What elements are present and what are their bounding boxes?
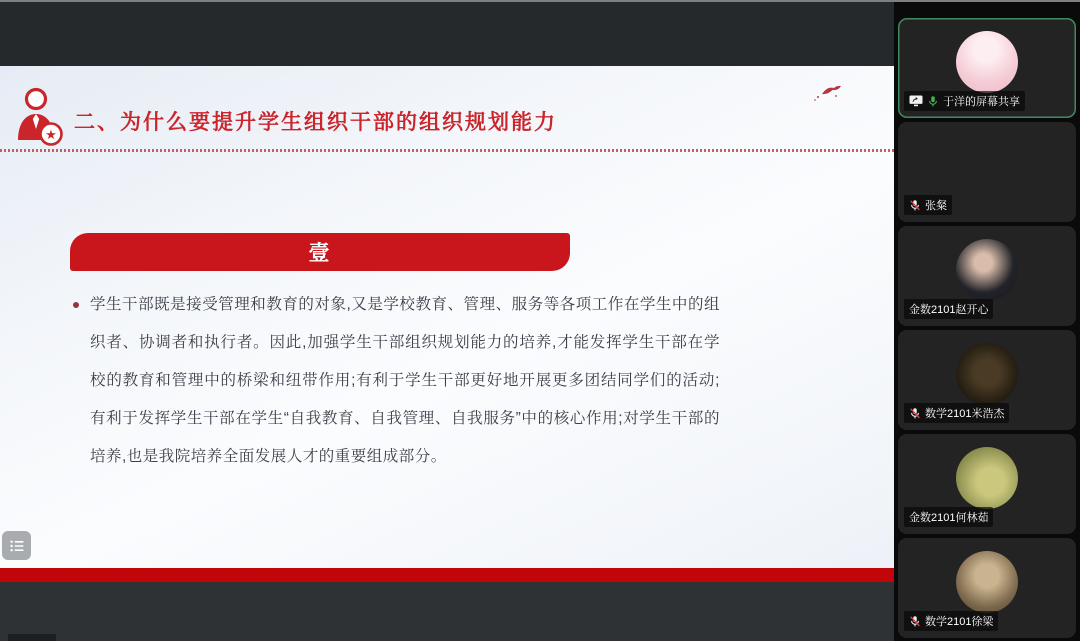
title-divider-dotted-line — [0, 149, 894, 152]
svg-text:★: ★ — [45, 127, 57, 142]
presentation-slide — [0, 66, 894, 582]
participant-tile-mihaojie[interactable] — [898, 330, 1076, 430]
participant-tile-zhaokaixin[interactable] — [898, 226, 1076, 326]
mic-muted-icon — [909, 615, 921, 628]
participant-tile-helinru[interactable] — [898, 434, 1076, 534]
screen-share-icon — [909, 95, 923, 107]
annotation-list-toggle-button[interactable] — [2, 531, 31, 560]
bullet-point — [73, 302, 79, 308]
participant-name-tag — [904, 91, 1025, 111]
slide-top-dark-bar — [0, 0, 894, 66]
slide-body — [70, 286, 720, 476]
participant-name-tag — [904, 507, 993, 527]
mic-on-icon — [927, 95, 939, 108]
participant-name-tag — [904, 403, 1009, 423]
avatar — [956, 239, 1018, 301]
participant-name: 数学2101徐梁 — [925, 616, 994, 628]
participant-name: 金数2101何林茹 — [909, 512, 989, 524]
participant-name-tag — [904, 195, 952, 215]
section-number-label: 壹 — [308, 242, 332, 265]
section-banner — [70, 233, 570, 271]
participant-name: 数学2101米浩杰 — [925, 408, 1005, 420]
participant-name-tag — [904, 299, 993, 319]
cadre-person-star-icon — [16, 86, 64, 148]
avatar — [956, 135, 1018, 197]
participant-tile-xuliang[interactable] — [898, 538, 1076, 638]
participant-name: 于洋的屏幕共享 — [943, 96, 1020, 108]
mic-muted-icon — [909, 199, 921, 212]
bottom-left-dark-strip — [8, 634, 56, 641]
participant-tiles — [898, 18, 1076, 641]
avatar — [956, 343, 1018, 405]
participant-name-tag — [904, 611, 998, 631]
mic-muted-icon — [909, 407, 921, 420]
slide-bottom-red-stripe — [0, 568, 894, 582]
area-below-slide — [0, 582, 894, 641]
participant-tile-zhangcan[interactable] — [898, 122, 1076, 222]
list-icon — [9, 539, 25, 553]
participants-sidebar — [894, 0, 1080, 641]
window-top-border — [0, 0, 1080, 2]
birds-decoration-icon — [806, 82, 846, 117]
avatar — [956, 447, 1018, 509]
slide-paragraph: 学生干部既是接受管理和教育的对象,又是学校教育、管理、服务等各项工作在学生中的组织者、协调者和执行者。因此,加强学生干部组织规划能力的培养,才能发挥学生干部在学校的教育和管理中的桥梁和纽带作用;有利于学生干部更好地开展更多团结同学们的活动;有利于发挥学生干部在学生“自我教育、自我管理、自我服务”中的核心作用;对学生干部的培养,也是我院培养全面发展人才的重要组成部分。 — [90, 296, 720, 465]
participant-tile-yuyang-screenshare[interactable] — [898, 18, 1076, 118]
avatar — [956, 31, 1018, 93]
slide-title: 二、为什么要提升学生组织干部的组织规划能力 — [74, 111, 557, 134]
participant-name: 张粲 — [925, 200, 947, 212]
participant-name: 金数2101赵开心 — [909, 304, 989, 316]
avatar — [956, 551, 1018, 613]
